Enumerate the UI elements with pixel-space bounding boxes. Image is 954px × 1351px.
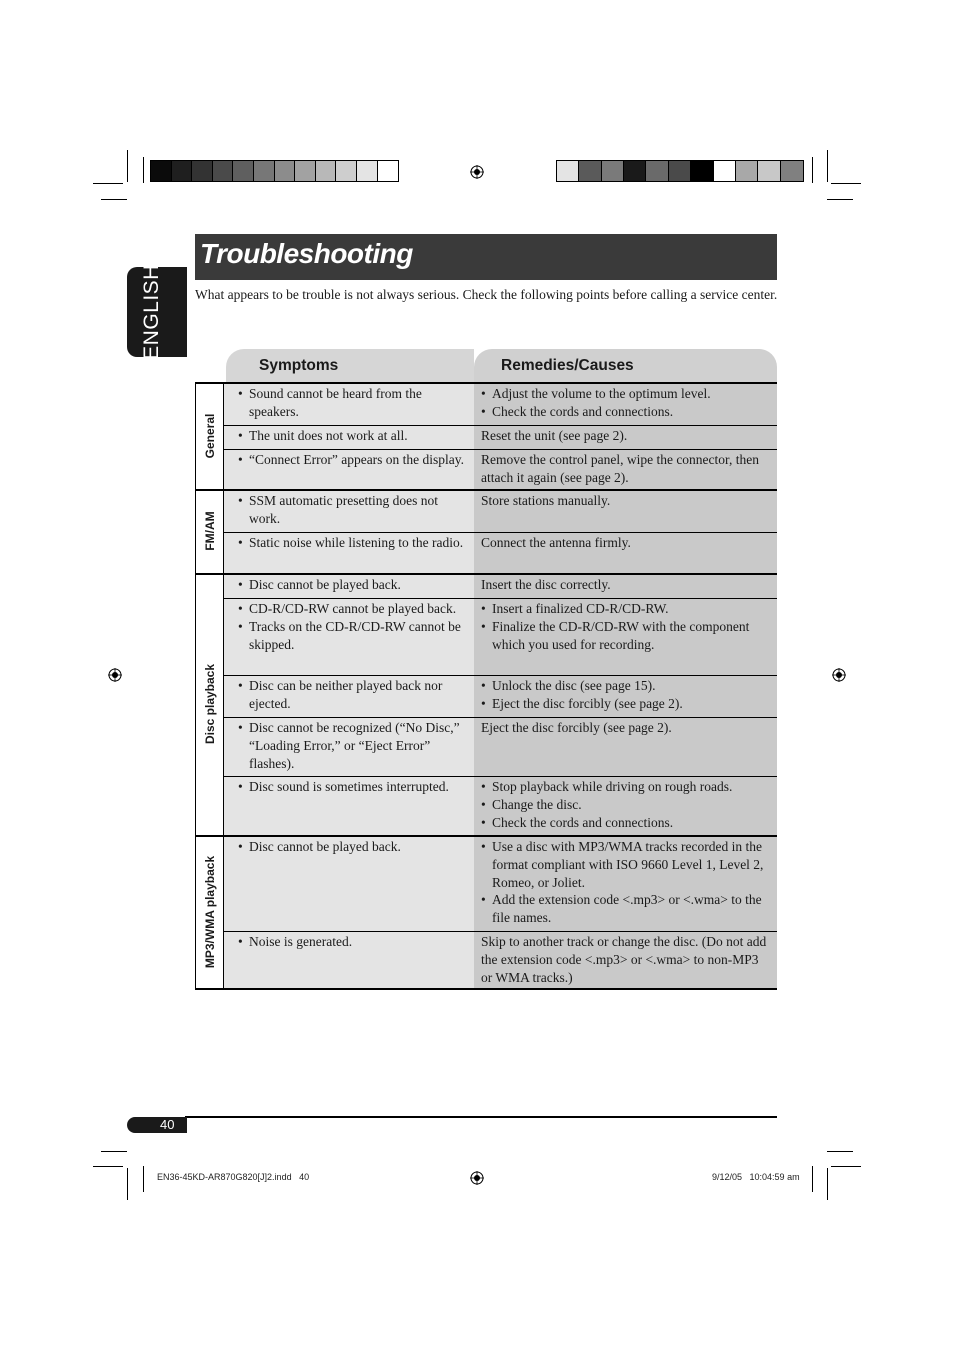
remedy-text	[481, 719, 769, 737]
remedy-item: • Eject the disc forcibly (see page 2).	[481, 695, 769, 713]
crop-mark	[101, 199, 127, 200]
symptom-text	[238, 677, 470, 713]
symptom-text	[238, 427, 470, 445]
remedy-text	[481, 427, 769, 445]
symptom-text	[238, 778, 470, 796]
remedy-item: • Finalize the CD-R/CD-RW with the component which you used for recording.	[481, 618, 769, 654]
remedy-item: Reset the unit (see page 2).	[481, 428, 628, 443]
symptom-item: • Sound cannot be heard from the speakers.	[238, 385, 470, 421]
page-title: Troubleshooting	[200, 238, 413, 269]
crop-mark	[101, 1151, 127, 1152]
color-swatch	[172, 161, 193, 181]
remedy-item: • Check the cords and connections.	[481, 814, 769, 832]
color-swatch	[316, 161, 337, 181]
row-divider	[223, 425, 777, 426]
row-divider	[223, 675, 777, 676]
color-swatch	[192, 161, 213, 181]
remedy-item: • Insert a finalized CD-R/CD-RW.	[481, 600, 769, 618]
crop-mark	[143, 1166, 144, 1192]
row-divider	[195, 382, 777, 384]
row-divider	[195, 489, 777, 491]
title-bar	[195, 234, 777, 280]
remedies-header	[474, 349, 777, 383]
crop-mark	[93, 1166, 123, 1167]
remedy-item: Insert the disc correctly.	[481, 577, 611, 592]
crop-mark	[827, 150, 828, 182]
symptoms-header-label: Symptoms	[259, 357, 339, 374]
category-disc-playback: Disc playback	[203, 663, 217, 745]
row-divider	[195, 835, 777, 837]
color-swatch	[254, 161, 275, 181]
symptom-text	[238, 576, 470, 594]
remedy-text	[481, 576, 769, 594]
color-swatch	[275, 161, 296, 181]
remedy-text	[481, 778, 769, 831]
symptom-text	[238, 385, 470, 421]
remedy-text	[481, 492, 769, 510]
color-swatch	[378, 161, 398, 181]
remedy-item: • Use a disc with MP3/WMA tracks recorded in the format compliant with ISO 9660 Level 1, Level 2, Romeo, or Joliet.	[481, 838, 769, 891]
symptom-item: • Disc cannot be played back.	[238, 838, 470, 856]
page-number: 40	[160, 1117, 175, 1132]
color-swatch	[357, 161, 378, 181]
remedy-text	[481, 677, 769, 713]
remedy-text	[481, 451, 769, 487]
language-tab-label: ENGLISH	[140, 264, 163, 360]
symptom-text	[238, 600, 470, 653]
intro-paragraph: What appears to be trouble is not always serious. Check the following points before calling a service center.	[195, 287, 778, 302]
symptoms-header	[226, 349, 474, 383]
footer-rule	[185, 1116, 777, 1118]
symptom-item: • Noise is generated.	[238, 933, 470, 951]
row-divider	[195, 988, 777, 990]
remedy-item: • Stop playback while driving on rough roads.	[481, 778, 769, 796]
symptom-text	[238, 451, 470, 469]
crop-mark	[827, 1151, 853, 1152]
symptom-item: • Disc cannot be recognized (“No Disc,” “Loading Error,” or “Eject Error” flashes).	[238, 719, 470, 772]
symptom-item: • Disc sound is sometimes interrupted.	[238, 778, 470, 796]
row-divider	[223, 598, 777, 599]
remedy-text	[481, 534, 769, 552]
color-swatch	[781, 161, 803, 181]
row-divider	[223, 931, 777, 932]
symptom-item: • Static noise while listening to the radio.	[238, 534, 470, 552]
remedy-item: • Add the extension code <.mp3> or <.wma> to the file names.	[481, 891, 769, 927]
footer-timestamp: 9/12/05 10:04:59 am	[712, 1172, 800, 1182]
remedy-item: Connect the antenna firmly.	[481, 535, 631, 550]
row-divider	[223, 449, 777, 450]
crop-mark	[143, 157, 144, 183]
color-swatch	[557, 161, 579, 181]
crop-mark	[127, 1168, 128, 1200]
color-swatch	[691, 161, 713, 181]
color-swatch	[714, 161, 736, 181]
color-strip-right	[556, 160, 804, 182]
remedy-item: • Adjust the volume to the optimum level.	[481, 385, 769, 403]
symptom-item: • SSM automatic presetting does not work.	[238, 492, 470, 528]
color-swatch	[579, 161, 601, 181]
color-swatch	[736, 161, 758, 181]
crop-mark	[812, 157, 813, 183]
crop-mark	[827, 1168, 828, 1200]
remedy-item: Eject the disc forcibly (see page 2).	[481, 720, 672, 735]
remedy-text	[481, 933, 769, 986]
page-number-tab	[127, 1117, 187, 1133]
color-swatch	[669, 161, 691, 181]
color-swatch	[646, 161, 668, 181]
color-swatch	[602, 161, 624, 181]
footer-file-info: EN36-45KD-AR870G820[J]2.indd 40	[157, 1172, 310, 1182]
registration-mark-icon	[470, 1171, 484, 1185]
row-divider	[223, 532, 777, 533]
row-divider	[223, 717, 777, 718]
symptom-item: • Disc can be neither played back nor ejected.	[238, 677, 470, 713]
color-swatch	[295, 161, 316, 181]
registration-mark-icon	[108, 668, 122, 682]
remedy-item: • Change the disc.	[481, 796, 769, 814]
category-fm-am: FM/AM	[203, 511, 217, 551]
symptom-item: • Tracks on the CD-R/CD-RW cannot be skipped.	[238, 618, 470, 654]
table-border	[223, 382, 224, 990]
remedy-text	[481, 838, 769, 927]
registration-mark-icon	[470, 165, 484, 179]
symptom-item: • Disc cannot be played back.	[238, 576, 470, 594]
color-swatch	[336, 161, 357, 181]
remedy-item: Skip to another track or change the disc. (Do not add the extension code <.mp3> or <.wma> to non-MP3 or WMA tracks.)	[481, 934, 767, 985]
symptom-text	[238, 933, 470, 951]
color-swatch	[758, 161, 780, 181]
category-general: General	[203, 413, 217, 459]
registration-mark-icon	[832, 668, 846, 682]
row-divider	[223, 776, 777, 777]
remedy-text	[481, 385, 769, 421]
symptom-item: • The unit does not work at all.	[238, 427, 470, 445]
symptom-text	[238, 719, 470, 772]
crop-mark	[827, 199, 853, 200]
symptom-item: • CD-R/CD-RW cannot be played back.	[238, 600, 470, 618]
color-swatch	[213, 161, 234, 181]
remedy-text	[481, 600, 769, 653]
remedy-item: • Check the cords and connections.	[481, 403, 769, 421]
row-divider	[195, 573, 777, 575]
crop-mark	[831, 183, 861, 184]
remedy-item: Remove the control panel, wipe the connector, then attach it again (see page 2).	[481, 452, 759, 485]
remedies-header-label: Remedies/Causes	[501, 357, 634, 374]
crop-mark	[127, 150, 128, 182]
symptom-text	[238, 492, 470, 528]
symptom-text	[238, 534, 470, 552]
remedy-item: Store stations manually.	[481, 493, 611, 508]
symptom-item: • “Connect Error” appears on the display.	[238, 451, 470, 469]
crop-mark	[812, 1166, 813, 1192]
remedy-item: • Unlock the disc (see page 15).	[481, 677, 769, 695]
color-swatch	[151, 161, 172, 181]
crop-mark	[831, 1166, 861, 1167]
crop-mark	[93, 183, 123, 184]
category-mp3-wma-playback: MP3/WMA playback	[203, 855, 217, 969]
table-border	[195, 382, 196, 990]
color-swatch	[233, 161, 254, 181]
color-swatch	[624, 161, 646, 181]
color-strip-left	[150, 160, 399, 182]
symptom-text	[238, 838, 470, 856]
